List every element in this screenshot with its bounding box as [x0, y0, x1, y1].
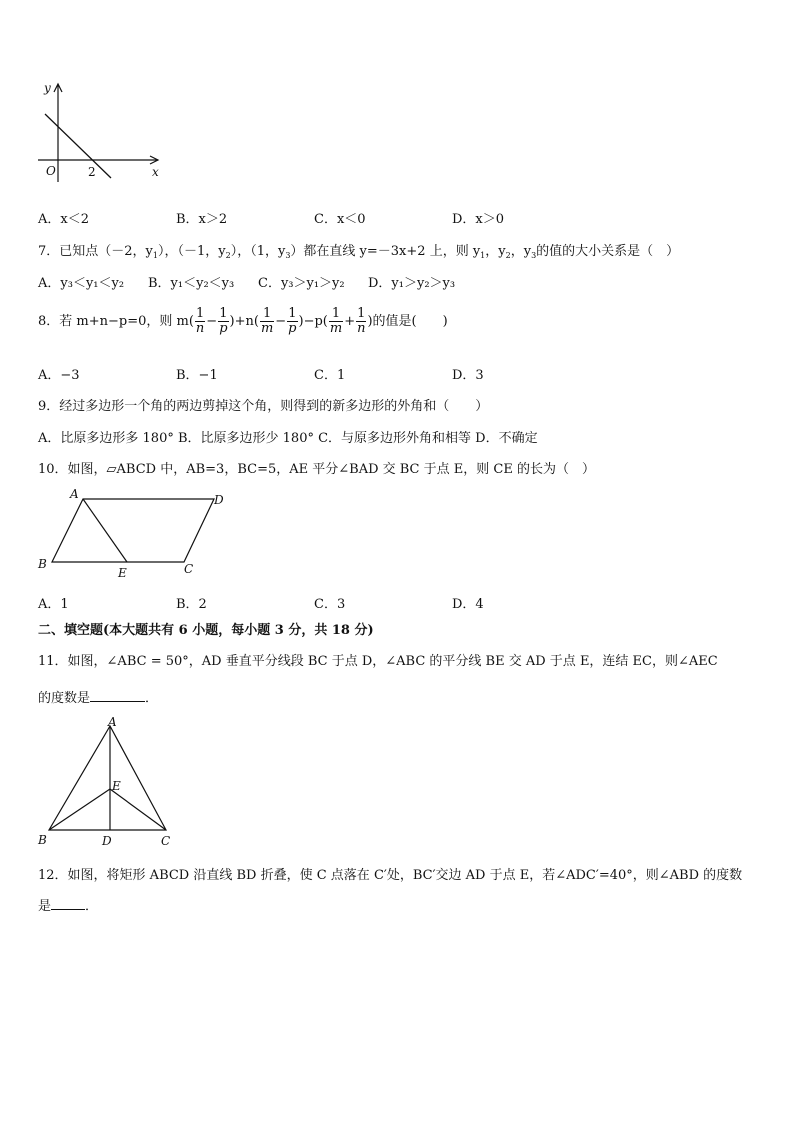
origin-label: O — [46, 164, 56, 178]
q10-option-b: B．2 — [176, 597, 207, 612]
q10-question: 10．如图，▱ABCD 中，AB=3，BC=5，AE 平分∠BAD 交 BC 于点 E，则 CE 的长为（ ） — [38, 462, 595, 477]
segment-be — [49, 789, 110, 830]
q12-answer-blank[interactable] — [51, 897, 85, 910]
point-b-label: B — [38, 833, 47, 847]
q12-question: 12．如图，将矩形 ABCD 沿直线 BD 折叠，使 C 点落在 C′处，BC′交边 AD 于点 E，若∠ADC′=40°，则∠ABD 的度数 — [38, 868, 743, 883]
point-e-label: E — [118, 566, 127, 580]
segment-ae — [83, 499, 127, 562]
point-c-label: C — [161, 834, 171, 848]
q12-answer-line: 是 ． — [38, 899, 99, 914]
point-d-label: D — [102, 834, 112, 848]
q11-question: 11．如图，∠ABC = 50°，AD 垂直平分线段 BC 于点 D，∠ABC 的平分线 BE 交 AD 于点 E，连结 EC，则∠AEC — [38, 654, 718, 669]
q10-option-d: D．4 — [452, 597, 484, 612]
q7-option-a: A．y₃＜y₁＜y₂ — [38, 276, 125, 291]
q9-question: 9．经过多边形一个角的两边剪掉这个角，则得到的新多边形的外角和（ ） — [38, 399, 489, 414]
q8-question: 8．若 m+n−p=0，则 m( $\frac{1}{n}$ − $\frac{1}{p}$ )+n( $\frac{1}{m}$ − $\frac{1}{p}$ )−p( $\frac{1}{m}$ + $\frac{1}{n}$ )的值是( ) — [38, 306, 448, 336]
point-d-label: D — [214, 493, 224, 507]
q8-option-c: C．1 — [314, 368, 346, 383]
q7-option-d: D．y₁＞y₂＞y₃ — [368, 276, 456, 291]
q6-option-a: A．x＜2 — [38, 212, 89, 227]
q10-option-a: A．1 — [38, 597, 69, 612]
q8-option-d: D．3 — [452, 368, 484, 383]
triangle-abc — [49, 726, 166, 830]
q10-option-c: C．3 — [314, 597, 346, 612]
point-b-label: B — [38, 557, 47, 571]
q11-triangle-figure — [34, 712, 184, 852]
q9-options: A．比原多边形多 180° B．比原多边形少 180° C．与原多边形外角和相等 D．不确定 — [38, 431, 538, 446]
q7-option-c: C．y₃＞y₁＞y₂ — [258, 276, 345, 291]
q8-option-a: A．−3 — [38, 368, 80, 383]
section-2-heading: 二、填空题(本大题共有 6 小题，每小题 3 分，共 18 分) — [38, 623, 374, 638]
q7-question: 7．已知点（－2，$y_1$），（－1，$y_2$），（1，$y_3$）都在直线 y=－3x+2 上，则 $y_1$，$y_2$，$y_3$的值的大小关系是（ ） — [38, 244, 680, 260]
point-a-label: A — [108, 715, 117, 729]
q6-option-b: B．x＞2 — [176, 212, 228, 227]
q11-answer-line: 的度数是 ． — [38, 691, 159, 706]
point-a-label: A — [70, 487, 79, 501]
q8-option-b: B．−1 — [176, 368, 218, 383]
q6-line-graph — [30, 80, 170, 190]
q6-option-d: D．x＞0 — [452, 212, 505, 227]
q10-parallelogram-figure — [34, 485, 234, 580]
q11-answer-blank[interactable] — [90, 689, 145, 702]
segment-ec — [110, 789, 166, 830]
tick-label-2: 2 — [88, 165, 96, 179]
parallelogram-abcd — [52, 499, 214, 562]
point-c-label: C — [184, 562, 194, 576]
y-axis-label: y — [44, 81, 51, 95]
x-axis-label: x — [152, 165, 159, 179]
q7-option-b: B．y₁＜y₂＜y₃ — [148, 276, 235, 291]
q6-option-c: C．x＜0 — [314, 212, 366, 227]
point-e-label: E — [112, 779, 121, 793]
